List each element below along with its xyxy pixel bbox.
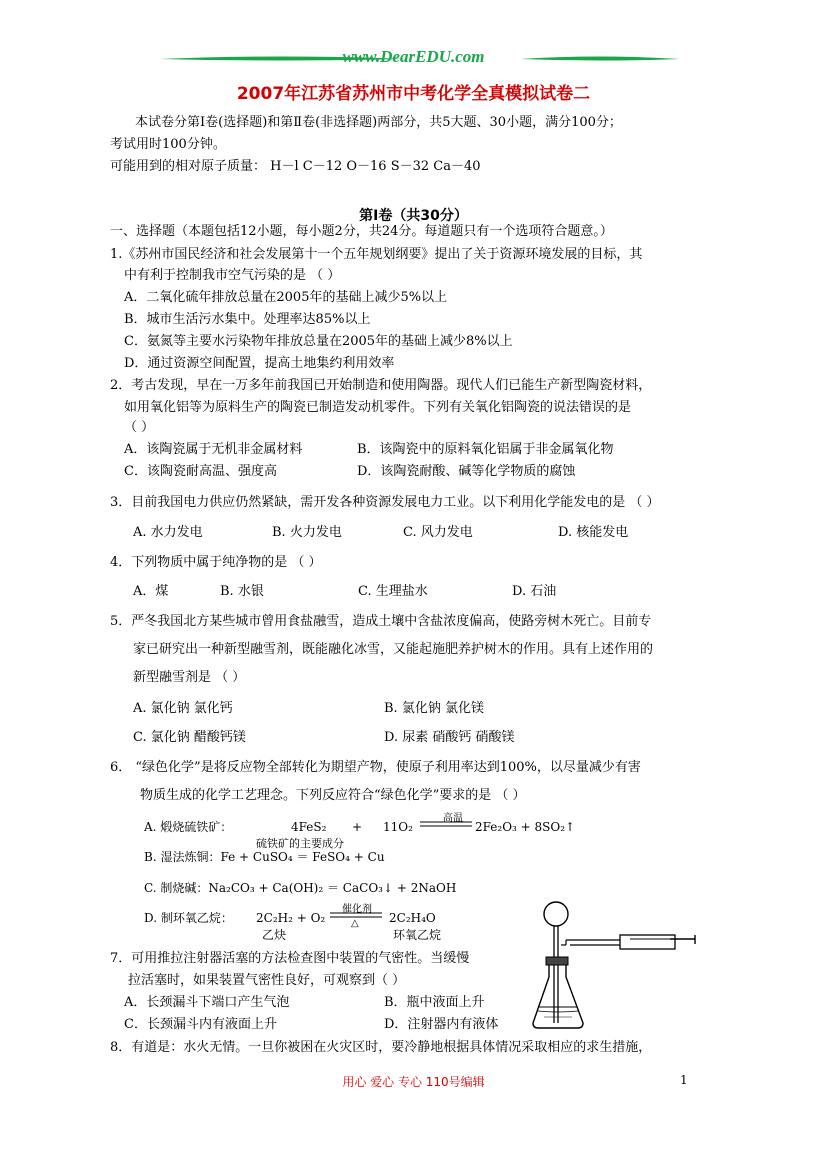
apparatus-flask-syringe-figure [530, 895, 700, 1035]
q1-option-d: D．通过资源空间配置，提高土地集约利用效率 [124, 356, 395, 371]
equation-equals-sign [420, 821, 472, 827]
q1-stem-1: 1.《苏州市国民经济和社会发展第十一个五年规划纲要》提出了关于资源环境发展的目标，其 [110, 247, 643, 262]
q6-option-b: B. 湿法炼铜：Fe + CuSO₄ ＝ FeSO₄ + Cu [144, 850, 385, 864]
q6-option-a-condition: 高温 [443, 813, 463, 824]
q3-option-a: A. 水力发电 [133, 525, 203, 540]
section-instruction: 一、选择题（本题包括12小题，每小题2分，共24分。每道题只有一个选项符合题意。） [110, 224, 613, 239]
q5-option-d: D. 尿素 硝酸钙 硝酸镁 [384, 730, 515, 745]
q6-option-d-condition-top: 催化剂 [342, 904, 372, 915]
q3-option-b: B. 火力发电 [272, 525, 342, 540]
q7-option-b: B．瓶中液面上升 [384, 995, 485, 1010]
q6-option-a-label: A. 煅烧硫铁矿： [144, 820, 233, 834]
q6-option-c: C. 制烧碱：Na₂CO₃ + Ca(OH)₂ ＝ CaCO₃↓ + 2NaOH [144, 881, 457, 895]
q6-option-d-lhs: 2C₂H₂ + O₂ [256, 911, 326, 925]
q4-option-a: A．煤 [133, 584, 169, 599]
q5-stem-3: 新型融雪剂是 （ ） [133, 670, 246, 685]
q2-option-c: C．该陶瓷耐高温、强度高 [124, 464, 277, 479]
q6-stem-2: 物质生成的化学工艺理念。下列反应符合“绿色化学”要求的是 （ ） [140, 788, 526, 803]
site-watermark: www.DearEDU.com [342, 47, 485, 66]
q6-option-a-lhs2: 11O₂ [383, 820, 413, 834]
q6-option-d-condition-bottom: △ [351, 918, 359, 929]
q5-stem-2: 家已研究出一种新型融雪剂，既能融化冰雪，又能起施肥养护树木的作用。具有上述作用的 [133, 642, 654, 657]
q2-option-b: B．该陶瓷中的原料氧化铝属于非金属氧化物 [357, 442, 614, 457]
q2-stem-2: 如用氧化铝等为原料生产的陶瓷已制造发动机零件。下列有关氧化铝陶瓷的说法错误的是 [124, 400, 632, 415]
q4-stem: 4．下列物质中属于纯净物的是 （ ） [110, 555, 322, 570]
q6-option-a-lhs1: 4FeS₂ [291, 820, 327, 834]
q7-stem-2: 拉活塞时，如果装置气密性良好，可观察到（ ） [128, 973, 406, 988]
q1-option-c: C．氨氮等主要水污染物年排放总量在2005年的基础上减少8%以上 [124, 334, 513, 349]
q6-option-d-label: D. 制环氧乙烷： [144, 911, 233, 925]
q5-option-a: A. 氯化钠 氯化钙 [133, 701, 233, 716]
q7-option-c: C．长颈漏斗内有液面上升 [124, 1017, 277, 1032]
page-title: 2007年江苏省苏州市中考化学全真模拟试卷二 [236, 84, 591, 104]
q2-option-d: D．该陶瓷耐酸、碱等化学物质的腐蚀 [357, 464, 576, 479]
q2-stem-3: （ ） [124, 420, 155, 435]
q1-option-b: B．城市生活污水集中。处理率达85%以上 [124, 312, 371, 327]
q6-option-d-note-right: 环氧乙烷 [393, 928, 442, 942]
section-title: 第Ⅰ卷（共30分） [359, 208, 468, 224]
q3-option-c: C. 风力发电 [403, 525, 473, 540]
footer-slogan: 用心 爱心 专心 110号编辑 [342, 1075, 485, 1089]
intro-line-3: 可能用到的相对原子质量： H－l C－12 O－16 S－32 Ca－40 [110, 159, 481, 174]
q4-option-c: C. 生理盐水 [358, 584, 428, 599]
page-number: 1 [680, 1073, 688, 1087]
q6-stem-1: 6． “绿色化学”是将反应物全部转化为期望产物，使原子利用率达到100%，以尽量减少有害 [110, 760, 641, 775]
q2-option-a: A．该陶瓷属于无机非金属材料 [124, 442, 303, 457]
q4-option-d: D. 石油 [512, 584, 557, 599]
q1-option-a: A．二氧化硫年排放总量在2005年的基础上减少5%以上 [124, 290, 448, 305]
q6-option-a-plus: + [352, 820, 363, 834]
q5-option-b: B. 氯化钠 氯化镁 [384, 701, 484, 716]
q7-option-a: A．长颈漏斗下端口产生气泡 [124, 995, 290, 1010]
intro-line-2: 考试用时100分钟。 [110, 137, 226, 152]
q6-option-d-note-left: 乙炔 [262, 928, 287, 942]
q7-option-d: D．注射器内有液体 [384, 1017, 499, 1032]
q1-stem-2: 中有利于控制我市空气污染的是 （ ） [124, 268, 341, 283]
q5-stem-1: 5．严冬我国北方某些城市曾用食盐融雪，造成土壤中含盐浓度偏高，使路旁树木死亡。目前专 [110, 614, 652, 629]
q5-option-c: C. 氯化钠 醋酸钙镁 [133, 730, 246, 745]
q2-stem-1: 2．考古发现，早在一万多年前我国已开始制造和使用陶器。现代人们已能生产新型陶瓷材料， [110, 378, 652, 393]
q3-stem: 3．目前我国电力供应仍然紧缺，需开发各种资源发展电力工业。以下利用化学能发电的是 （ ） [110, 495, 660, 510]
q4-option-b: B. 水银 [220, 584, 264, 599]
q6-option-a-note: 硫铁矿的主要成分 [256, 837, 344, 850]
q8-stem-1: 8．有道是：水火无情。一旦你被困在火灾区时，要冷静地根据具体情况采取相应的求生措施， [110, 1040, 652, 1055]
q6-option-d-rhs: 2C₂H₄O [389, 911, 436, 925]
q6-option-a-rhs: 2Fe₂O₃ + 8SO₂↑ [475, 820, 576, 834]
intro-line-1: 本试卷分第Ⅰ卷(选择题)和第Ⅱ卷(非选择题)两部分，共5大题、30小题，满分100分； [135, 115, 622, 130]
q3-option-d: D. 核能发电 [558, 525, 629, 540]
q7-stem-1: 7．可用推拉注射器活塞的方法检查图中装置的气密性。当缓慢 [110, 951, 470, 966]
